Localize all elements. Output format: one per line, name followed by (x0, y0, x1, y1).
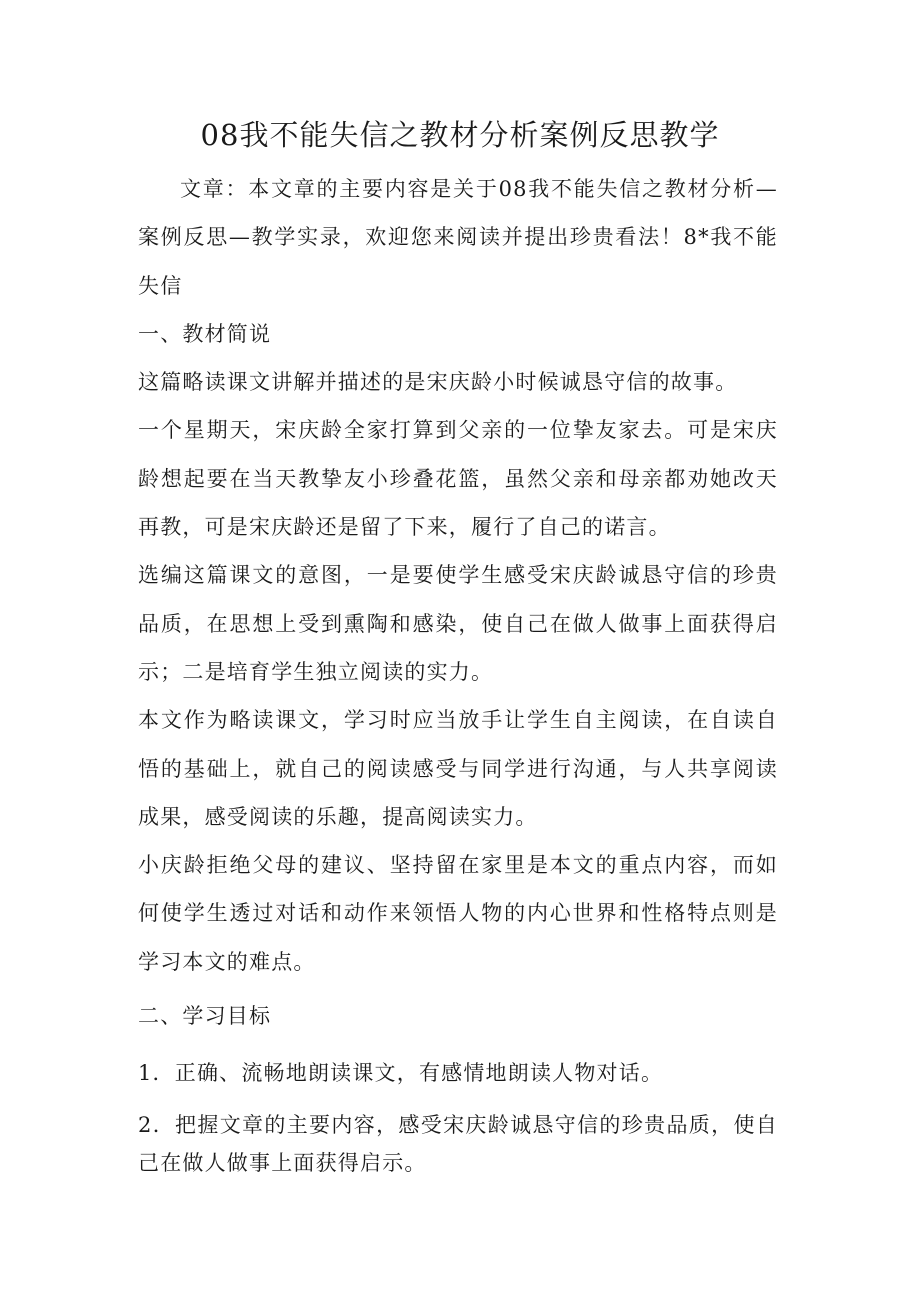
section-heading-1: 一、教材简说 (138, 321, 272, 346)
document-body (138, 165, 778, 1182)
paragraph-1: 这篇略读课文讲解并描述的是宋庆龄小时候诚恳守信的故事。 (138, 370, 738, 395)
paragraph-4: 本文作为略读课文，学习时应当放手让学生自主阅读，在自读自悟的基础上，就自己的阅读感受与同学进行沟通，与人共享阅读成果，感受阅读的乐趣，提高阅读实力。 (138, 708, 778, 829)
intro-paragraph: 文章：本文章的主要内容是关于08我不能失信之教材分析—案例反思—教学实录，欢迎您来阅读并提出珍贵看法！8*我不能失信 (138, 177, 778, 298)
document-title: 08我不能失信之教材分析案例反思教学 (200, 118, 720, 152)
goal-item-1: 1．正确、流畅地朗读课文，有感情地朗读人物对话。 (138, 1061, 664, 1086)
goal-item-2: 2．把握文章的主要内容，感受宋庆龄诚恳守信的珍贵品质，使自己在做人做事上面获得启示。 (138, 1113, 778, 1176)
section-heading-2: 二、学习目标 (138, 1004, 272, 1029)
paragraph-5: 小庆龄拒绝父母的建议、坚持留在家里是本文的重点内容，而如何使学生透过对话和动作来领悟人物的内心世界和性格特点则是学习本文的难点。 (138, 853, 778, 974)
paragraph-3: 选编这篇课文的意图，一是要使学生感受宋庆龄诚恳守信的珍贵品质，在思想上受到熏陶和感染，使自己在做人做事上面获得启示；二是培育学生独立阅读的实力。 (138, 563, 778, 684)
paragraph-2: 一个星期天，宋庆龄全家打算到父亲的一位挚友家去。可是宋庆龄想起要在当天教挚友小珍叠花篮，虽然父亲和母亲都劝她改天再教，可是宋庆龄还是留了下来，履行了自己的诺言。 (138, 418, 778, 540)
